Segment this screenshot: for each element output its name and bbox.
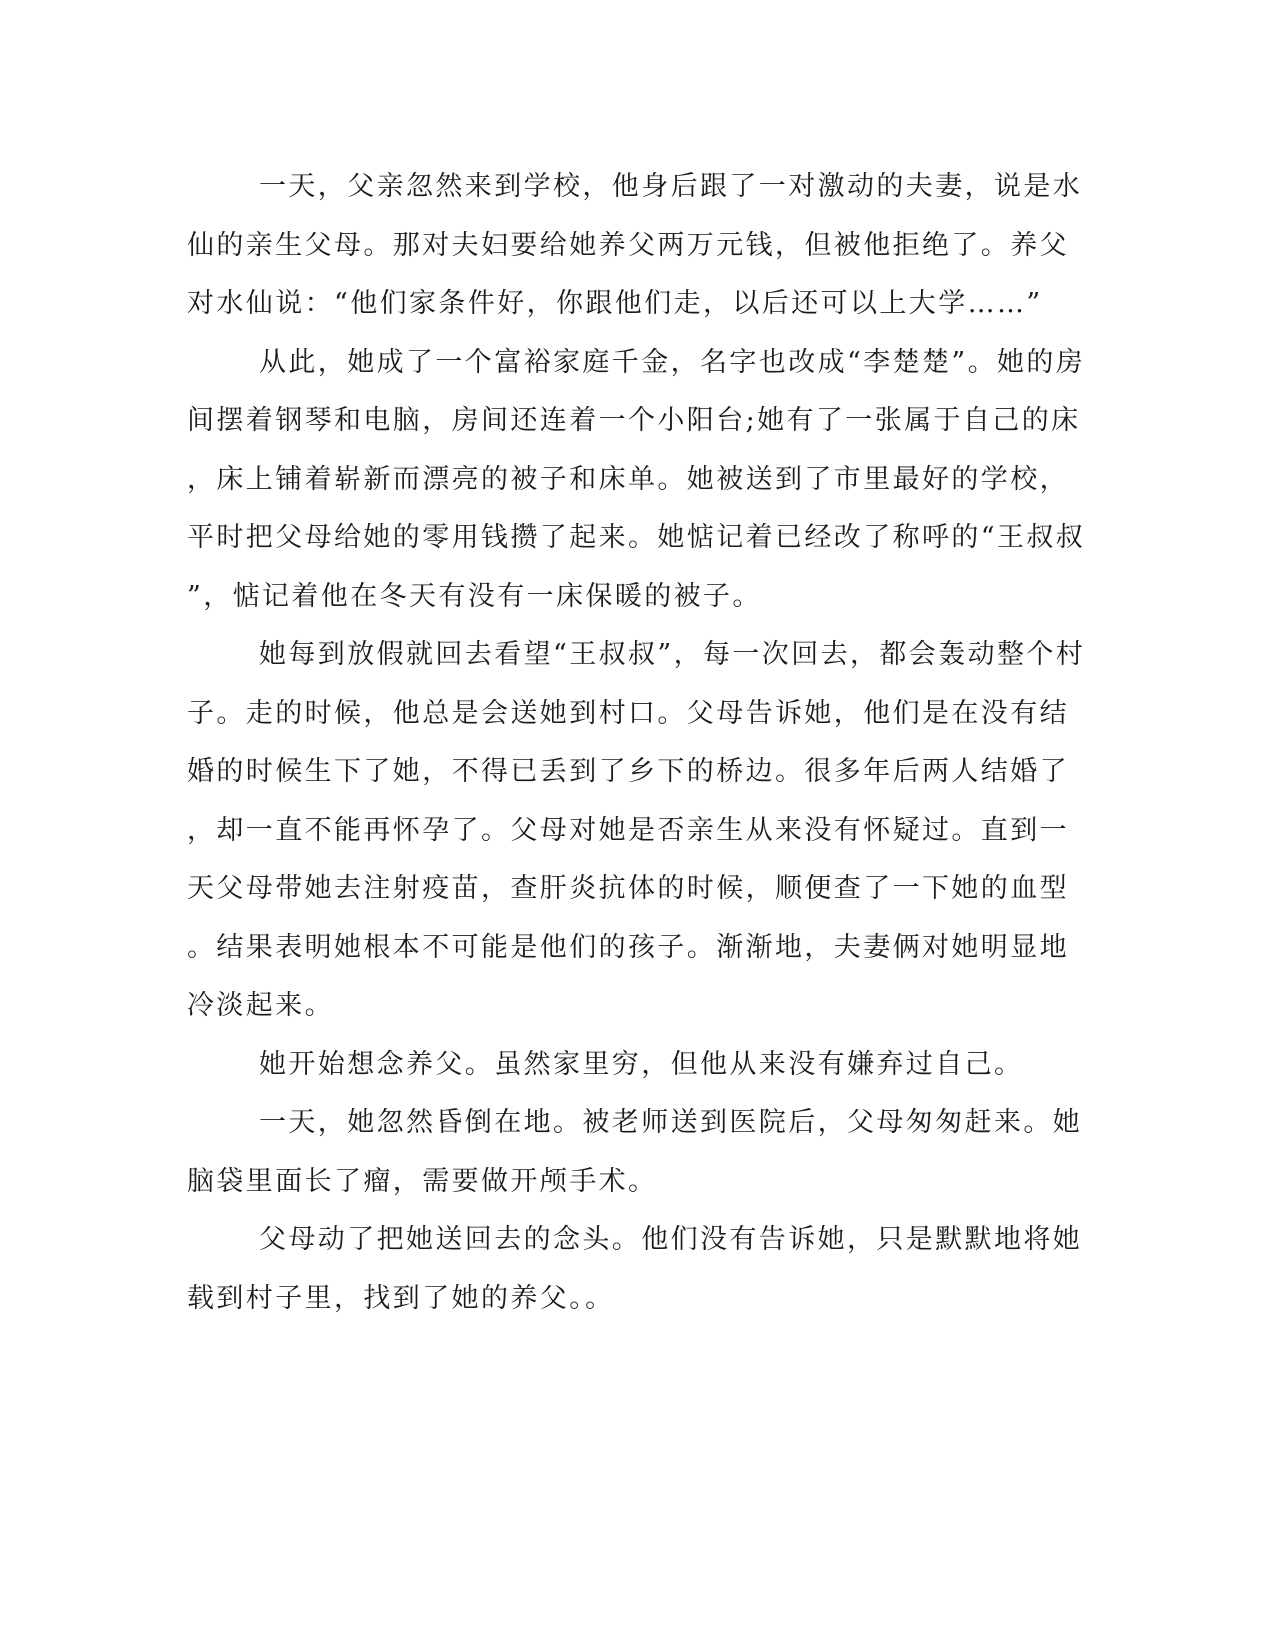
paragraph-1 xyxy=(187,158,1083,334)
body-text xyxy=(187,158,1086,1328)
text-line: 父母动了把她送回去的念头。他们没有告诉她，只是默默地将她 xyxy=(259,1224,1083,1255)
text-line: 天父母带她去注射疫苗，查肝炎抗体的时候，顺便查了一下她的血型 xyxy=(187,873,1069,904)
text-line: 平时把父母给她的零用钱攒了起来。她惦记着已经改了称呼的“王叔叔 xyxy=(187,522,1086,553)
text-line: 婚的时候生下了她，不得已丢到了乡下的桥边。很多年后两人结婚了 xyxy=(187,756,1069,787)
text-line: 对水仙说：“他们家条件好，你跟他们走，以后还可以上大学……” xyxy=(187,288,1043,319)
text-line: ，床上铺着崭新而漂亮的被子和床单。她被送到了市里最好的学校， xyxy=(187,463,1069,495)
text-line: 。结果表明她根本不可能是他们的孩子。渐渐地，夫妻俩对她明显地 xyxy=(187,931,1069,963)
text-line: ，却一直不能再怀孕了。父母对她是否亲生从来没有怀疑过。直到一 xyxy=(187,814,1069,846)
text-line: 仙的亲生父母。那对夫妇要给她养父两万元钱，但被他拒绝了。养父 xyxy=(187,229,1069,261)
text-line: 子。走的时候，他总是会送她到村口。父母告诉她，他们是在没有结 xyxy=(187,697,1069,729)
paragraph-4 xyxy=(187,1036,1067,1095)
text-line: 一天，她忽然昏倒在地。被老师送到医院后，父母匆匆赶来。她 xyxy=(259,1107,1083,1138)
text-line: 冷淡起来。 xyxy=(187,990,334,1021)
text-line: 间摆着钢琴和电脑，房间还连着一个小阳台;她有了一张属于自己的床 xyxy=(187,405,1081,436)
paragraph-2 xyxy=(187,334,1086,627)
text-line: 一天，父亲忽然来到学校，他身后跟了一对激动的夫妻，说是水 xyxy=(259,171,1083,202)
paragraph-3 xyxy=(187,626,1086,1036)
paragraph-6 xyxy=(187,1211,1083,1328)
paragraph-5 xyxy=(187,1094,1083,1211)
text-line: 载到村子里，找到了她的养父。。 xyxy=(187,1282,615,1314)
text-line: ”，惦记着他在冬天有没有一床保暖的被子。 xyxy=(187,580,762,612)
text-line: 从此，她成了一个富裕家庭千金，名字也改成“李楚楚”。她的房 xyxy=(259,346,1086,378)
text-line: 脑袋里面长了瘤，需要做开颅手术。 xyxy=(187,1165,658,1197)
text-line: 她每到放假就回去看望“王叔叔”，每一次回去，都会轰动整个村 xyxy=(259,639,1086,670)
text-line: 她开始想念养父。虽然家里穷，但他从来没有嫌弃过自己。 xyxy=(259,1048,1024,1080)
